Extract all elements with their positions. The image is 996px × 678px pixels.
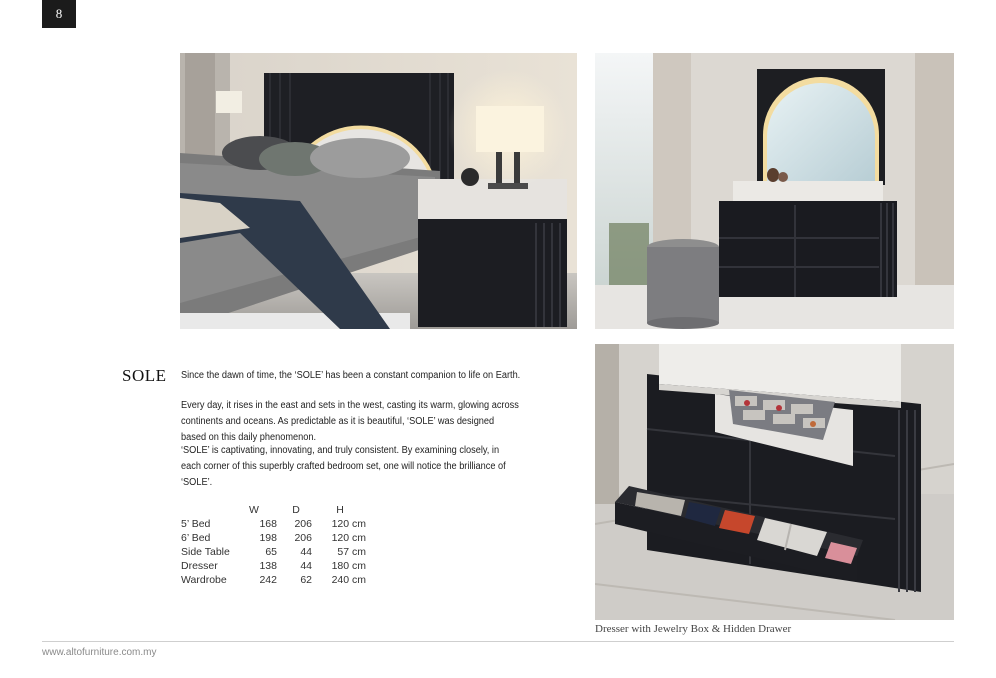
footer-divider	[42, 641, 954, 642]
item-width: 168	[259, 518, 277, 530]
item-depth: 206	[294, 518, 312, 530]
website-link[interactable]: www.altofurniture.com.my	[42, 647, 157, 658]
item-height: 180 cm	[331, 560, 366, 572]
description-paragraph: Since the dawn of time, the ‘SOLE’ has been a constant companion to life on Earth.	[181, 370, 521, 381]
photo-caption: Dresser with Jewelry Box & Hidden Drawer	[595, 623, 792, 635]
item-name: 6’ Bed	[181, 532, 211, 544]
description-paragraph: Every day, it rises in the east and sets in the west, casting its warm, glowing across continents and oceans. As predictable as it is beautiful, ‘SOLE’ was designed based on this daily phenomenon.	[181, 400, 519, 443]
bedroom-photo	[180, 53, 577, 329]
header-width: W	[249, 504, 259, 516]
header-depth: D	[292, 504, 300, 516]
item-height: 120 cm	[331, 532, 366, 544]
item-depth: 62	[300, 574, 312, 586]
item-depth: 206	[294, 532, 312, 544]
collection-title: SOLE	[122, 366, 167, 385]
item-width: 242	[259, 574, 277, 586]
item-width: 65	[265, 546, 277, 558]
item-height: 240 cm	[331, 574, 366, 586]
item-name: Wardrobe	[181, 574, 227, 586]
dresser-photo	[595, 53, 954, 329]
item-height: 120 cm	[331, 518, 366, 530]
item-width: 138	[259, 560, 277, 572]
item-name: 5’ Bed	[181, 518, 211, 530]
item-name: Side Table	[181, 546, 230, 558]
item-depth: 44	[300, 546, 312, 558]
item-name: Dresser	[181, 560, 218, 572]
item-depth: 44	[300, 560, 312, 572]
jewelry-drawer-photo	[595, 344, 954, 620]
page-number: 8	[42, 0, 76, 28]
description-paragraph: ‘SOLE’ is captivating, innovating, and truly consistent. By examining closely, in each corner of this superbly crafted bedroom set, one will notice the brilliance of ‘SOLE’.	[181, 445, 506, 488]
item-height: 57 cm	[337, 546, 366, 558]
item-width: 198	[259, 532, 277, 544]
header-height: H	[336, 504, 344, 516]
